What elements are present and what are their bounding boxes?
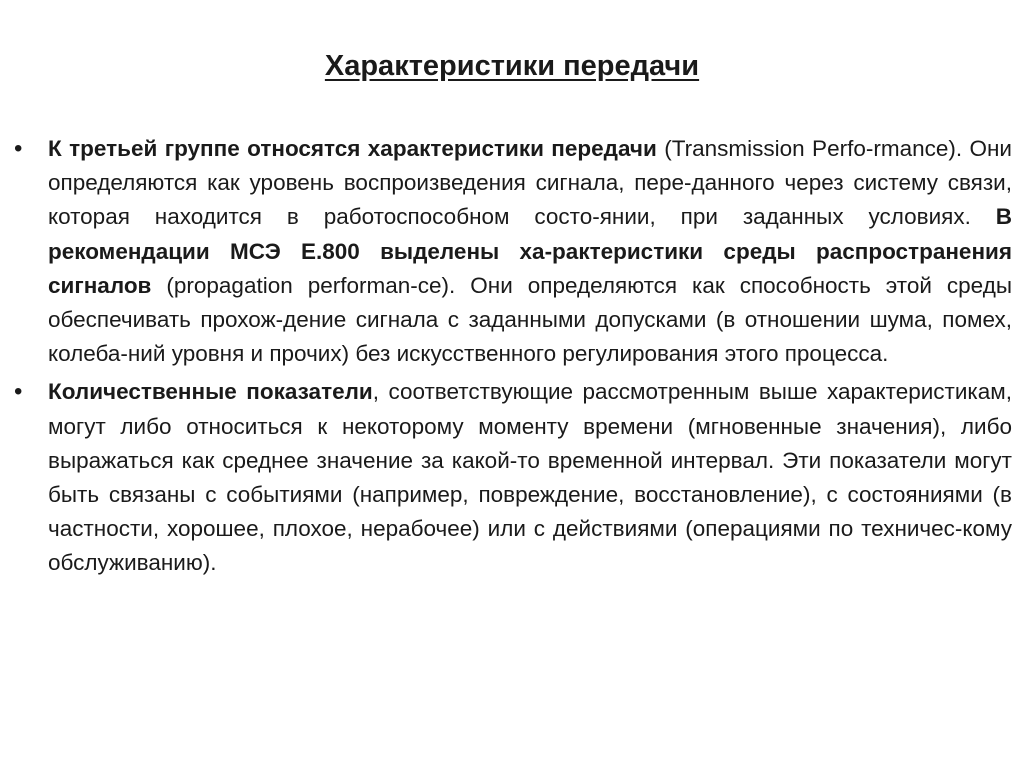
slide-title: Характеристики передачи bbox=[324, 50, 700, 82]
bullet-item-1 bbox=[14, 132, 1012, 371]
text-segment: (Transmission Perfo-rmance). Они определяются как уровень воспроизведения сигнала, пере-данного через систему связи, которая находится в работоспособном состо-янии, при заданных условиях. bbox=[48, 136, 1012, 230]
bullet-dot-icon: • bbox=[14, 135, 23, 162]
bullet-item-2 bbox=[14, 375, 1012, 580]
bullet-dot-icon: • bbox=[14, 378, 23, 406]
bold-phrase: Количественные показатели bbox=[48, 379, 373, 405]
text-segment: (propagation performan-ce). Они определяются как способность этой среды обеспечивать прохож-дение сигнала с заданными допусками (в отношении шума, помех, колеба-ний уровня и прочих) без искусственного регулирования этого процесса. bbox=[48, 272, 1012, 367]
bold-phrase: К третьей группе относятся характеристики передачи bbox=[48, 136, 657, 161]
bullet-text-1 bbox=[48, 132, 1012, 371]
bold-phrase: В рекомендации МСЭ Е.800 выделены ха-рактеристики среды распространения сигналов bbox=[48, 204, 1012, 298]
bullet-list bbox=[14, 132, 1012, 585]
bullet-text-2 bbox=[48, 375, 1012, 580]
text-segment: , соответствующие рассмотренным выше характеристикам, могут либо относиться к некоторому моменту времени (мгновенные значения), либо выражаться как среднее значение за какой-то временной интервал. Эти показатели могут быть связаны с событиями (например, повреждение, восстановление), с состояниями (в частности, хорошее, плохое, нерабочее) или с действиями (операциями по техничес-кому обслуживанию). bbox=[48, 379, 1012, 576]
